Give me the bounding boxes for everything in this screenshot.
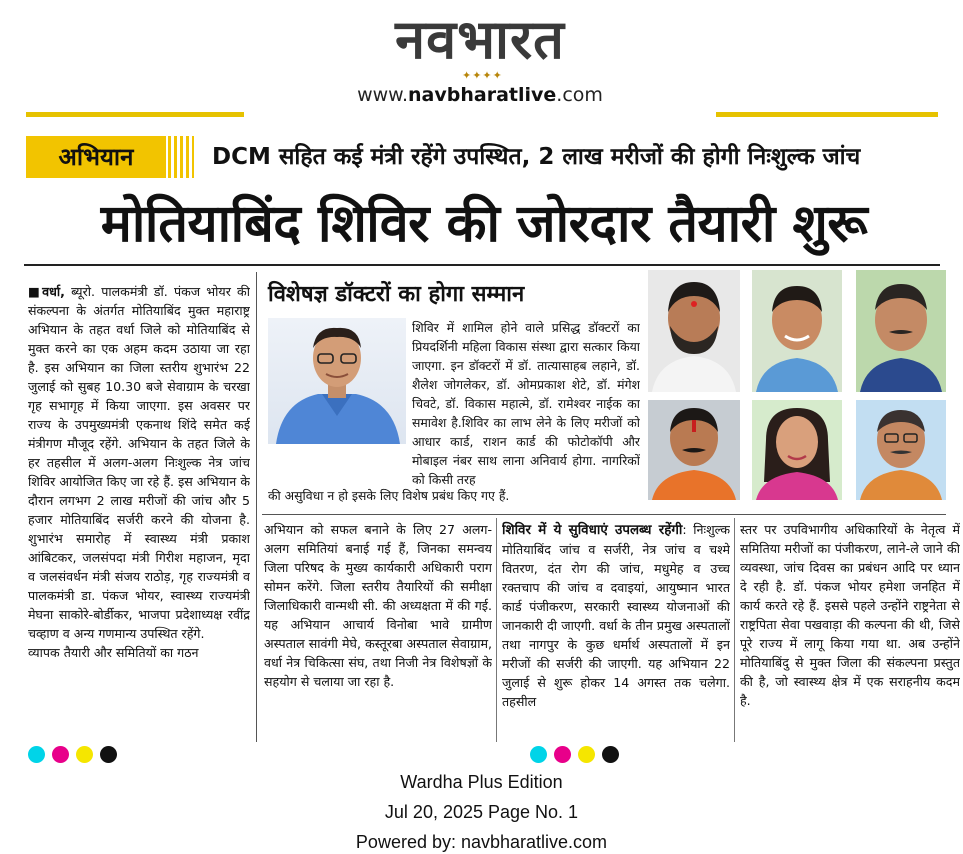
newspaper-logo: नवभारत <box>395 7 565 71</box>
portrait-photo-2 <box>752 270 842 392</box>
headline: मोतियाबिंद शिविर की जोरदार तैयारी शुरू <box>100 194 868 254</box>
column-separator <box>496 518 497 742</box>
bullet-square: ■ <box>28 284 43 299</box>
registration-mark-magenta <box>52 746 69 763</box>
box-heading: विशेषज्ञ डॉक्टरों का होगा सम्मान <box>268 282 525 307</box>
masthead-rule-right <box>716 112 938 117</box>
portrait-photo-6 <box>856 400 946 500</box>
website-url <box>335 84 625 110</box>
website-suffix: .com <box>556 84 603 106</box>
portrait-man-beard <box>648 270 740 392</box>
dateline: वर्धा, <box>42 284 65 299</box>
edition-date-page: Jul 20, 2025 Page No. 1 <box>384 802 579 822</box>
registration-mark-black <box>602 746 619 763</box>
column-separator <box>256 272 257 742</box>
facilities-lead: शिविर में ये सुविधाएं उपलब्ध रहेंगी <box>502 523 683 538</box>
tag-stripes <box>168 136 194 178</box>
section-tag: अभियान <box>58 143 134 171</box>
portrait-photo-1 <box>648 270 740 392</box>
portrait-man-glasses <box>268 318 406 444</box>
registration-mark-cyan <box>530 746 547 763</box>
subheadline: DCM सहित कई मंत्री रहेंगे उपस्थित, 2 लाख मरीजों की होगी निःशुल्क जांच <box>212 144 861 170</box>
powered-by: Powered by: navbharatlive.com <box>355 832 608 852</box>
article-column-3 <box>502 520 730 742</box>
website-prefix: www. <box>357 84 409 106</box>
portrait-man-orange-tilak <box>648 400 740 500</box>
box-text: शिविर में शामिल होने वाले प्रसिद्ध डॉक्टरों का प्रियदर्शिनी महिला विकास संस्था द्वारा सत्कार किया जाएगा. इन डॉक्टरों में डॉ. तात्यासाहब लहाने, डॉ. शैलेश जोगलेकर, डॉ. ओमप्रकाश शेटे, डॉ. मंगेश चिवटे, डॉ. विकास महात्मे, डॉ. रामेश्वर नाईक का समावेश है.शिविर का लाभ लेने के लिए मरीजों को आधार कार्ड, राशन कार्ड की फोटोकॉपी और मोबाइल नंबर साथ लाना अनिवार्य होगा. नागरिकों को किसी तरह <box>412 320 640 486</box>
column-3-text: : निःशुल्क मोतियाबिंद जांच व सर्जरी, नेत्र जांच व चश्मे वितरण, दंत रोग की जांच, मधुमेह व उच्च रक्तचाप की जांच व दवाइयां, आयुष्मान भारत कार्ड पंजीकरण, सरकारी स्वास्थ्य योजनाओं की जानकारी दी जाएगी. वर्धा के तीन प्रमुख अस्पतालों तथा नागपुर के कुछ धर्मार्थ अस्पतालों में इन मरीजों की सर्जरी की जाएगी. यह अभियान 22 जुलाई से शुरू होकर 14 अगस्त तक चलेगा. तहसील <box>502 522 730 709</box>
portrait-photo-3 <box>856 270 946 392</box>
portrait-man-glasses-2 <box>856 400 946 500</box>
box-bottom-rule <box>262 514 946 515</box>
website-name: navbharatlive <box>408 84 557 106</box>
headline-rule <box>24 264 940 266</box>
column-separator <box>734 518 735 742</box>
masthead-rule-left <box>26 112 244 117</box>
portrait-photo-4 <box>648 400 740 500</box>
article-column-1 <box>28 282 250 742</box>
registration-mark-black <box>100 746 117 763</box>
portrait-photo-5 <box>752 400 842 500</box>
article-column-4: स्तर पर उपविभागीय अधिकारियों के नेतृत्व में समितिया मरीजों का पंजीकरण, लाने-ले जाने की व्यवस्था, जांच दिवस का प्रबंधन आदि पर ध्यान दे रही है. डॉ. पंकज भोयर हमेशा जनहित में कार्य करते रहे हैं. इससे पहले उन्होंने राष्ट्रनेता से राष्ट्रपिता सेवा पखवाड़ा की कल्पना की थी, जिसे पूरे राज्य में लागू किया गया था. अब उन्होंने मोतियाबिंदु से मुक्त जिला की संकल्पना प्रस्तुत की है, जो स्वास्थ्य क्षेत्र में एक सराहनीय कदम है. <box>740 522 960 708</box>
column-1-subhead: व्यापक तैयारी और समितियों का गठन <box>28 645 199 660</box>
portrait-man-mustache <box>856 270 946 392</box>
registration-mark-magenta <box>554 746 571 763</box>
registration-mark-cyan <box>28 746 45 763</box>
box-text-end: की असुविधा न हो इसके लिए विशेष प्रबंध किए गए हैं. <box>268 488 510 503</box>
portrait-photo-main <box>268 318 406 444</box>
column-1-text: ब्यूरो. पालकमंत्री डॉ. पंकज भोयर की संकल्पना के अंतर्गत मोतियाबिंद मुक्त महाराष्ट्र अभियान के तहत वर्धा जिले को मोतियाबिंद से मुक्त करने का एक अहम कदम उठाया जा रहा है. इस अभियान का जिला स्तरीय शुभारंभ 22 जुलाई को सुबह 10.30 बजे सेवाग्राम के चरखा गृह सभागृह में किया जाएगा. इस अवसर पर राज्य के उपमुख्यमंत्री एकनाथ शिंदे समेत कई मंत्रीगण मौजूद रहेंगे. अभियान के तहत जिले के हर तहसील में अलग-अलग निःशुल्क नेत्र जांच शिविर आयोजित किए जा रहे हैं. इस अभियान के दौरान लगभग 2 लाख मरीजों की जांच और 5 हजार मोतियाबिंद सर्जरी करने की योजना है. शुभारंभ समारोह में स्वास्थ्य मंत्री प्रकाश आंबिटकर, जलसंपदा मंत्री गिरीश महाजन, मृदा व जलसंवर्धन मंत्री संजय राठोड़, गृह राज्यमंत्री व पालकमंत्री डा. पंकज भोयर, स्वास्थ्य राज्यमंत्री मेघना साकोरे-बोर्डीकर, भाजपा प्रदेशाध्यक्ष रवींद्र चव्हाण व अन्य गणमान्य उपस्थित रहेंगे. <box>28 284 250 641</box>
edition-name: Wardha Plus Edition <box>400 772 563 792</box>
registration-mark-yellow <box>578 746 595 763</box>
registration-mark-yellow <box>76 746 93 763</box>
logo-ornament: ✦✦✦✦ <box>462 69 503 82</box>
article-column-2: अभियान को सफल बनाने के लिए 27 अलग-अलग समितियां बनाई गई हैं, जिनका समन्वय जिला परिषद के मुख्य कार्यकारी अधिकारी पराग सोमन करेंगे. जिला स्तरीय तैयारियों की समीक्षा जिलाधिकारी वान्मथी सी. की अध्यक्षता में की गई. यह अभियान आचार्य विनोबा भावे ग्रामीण अस्पताल सावंगी मेघे, कस्तूरबा अस्पताल सेवाग्राम, वर्धा नेत्र चिकित्सा संघ, तथा निजी नेत्र विशेषज्ञों के सहयोग से चलाया जा रहा है. <box>264 522 492 689</box>
portrait-man-smiling <box>752 270 842 392</box>
portrait-woman <box>752 400 842 500</box>
